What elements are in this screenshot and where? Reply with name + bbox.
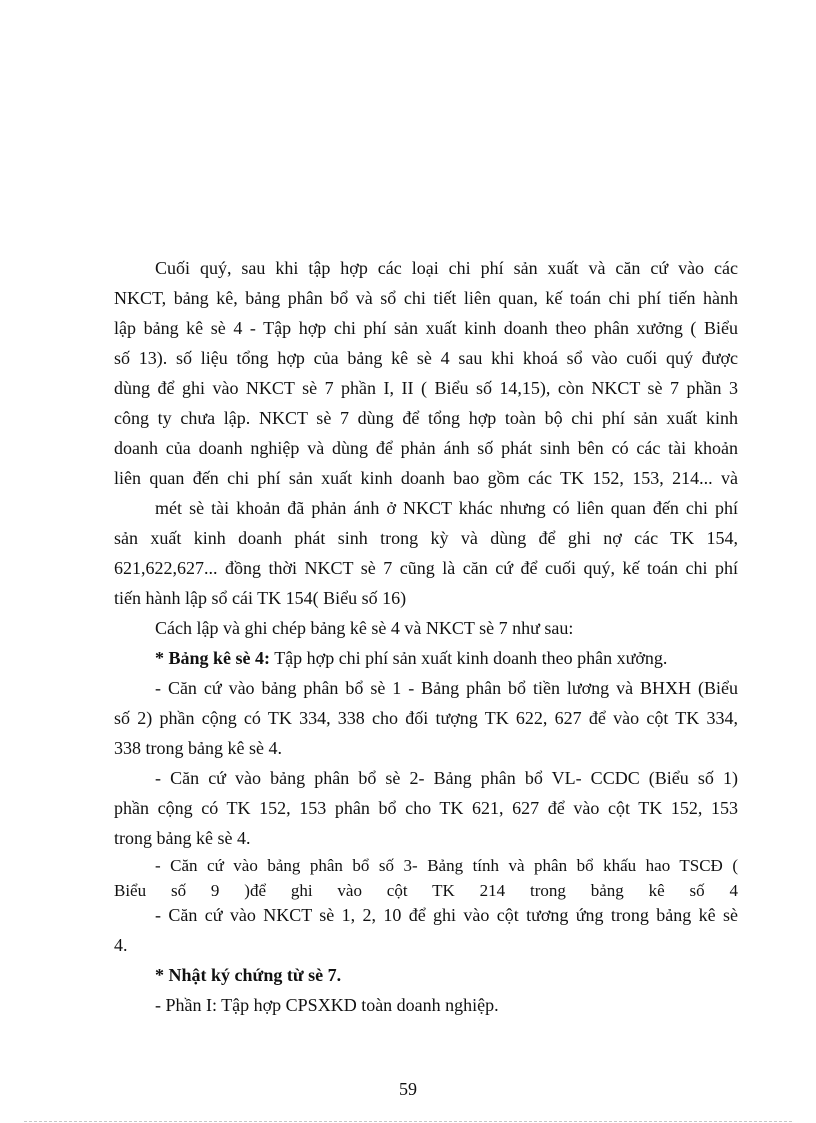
text-line: - Căn cứ vào bảng phân bổ sè 1 - Bảng phân bổ tiền lương và BHXH (Biểu bbox=[155, 678, 738, 698]
text-line: tiến hành lập sổ cái TK 154( Biểu số 16) bbox=[114, 588, 407, 608]
text-line: công ty chưa lập. NKCT sè 7 dùng để tổng hợp toàn bộ chi phí sản xuất kinh bbox=[114, 408, 738, 428]
page-number: 59 bbox=[399, 1079, 417, 1099]
bold-heading: * Bảng kê sè 4: bbox=[155, 648, 271, 668]
text-line: - Phần I: Tập hợp CPSXKD toàn doanh nghiệp. bbox=[155, 995, 499, 1015]
text-line: Biểu số 9 )để ghi vào cột TK 214 trong bảng kê số 4 bbox=[114, 881, 738, 900]
text-line: lập bảng kê sè 4 - Tập hợp chi phí sản xuất kinh doanh theo phân xưởng ( Biểu bbox=[114, 318, 738, 338]
text-line: - Căn cứ vào bảng phân bổ sè 2- Bảng phân bổ VL- CCDC (Biểu số 1) bbox=[155, 768, 738, 788]
text-line: 338 trong bảng kê sè 4. bbox=[114, 738, 282, 758]
text-line: doanh của doanh nghiệp và dùng để phản ánh số phát sinh bên có các tài khoản bbox=[114, 438, 738, 458]
text-line: NKCT, bảng kê, bảng phân bổ và sổ chi tiết liên quan, kế toán chi phí tiến hành bbox=[114, 288, 738, 308]
text-line: 4. bbox=[114, 935, 128, 955]
text-line: 621,622,627... đồng thời NKCT sè 7 cũng là căn cứ để cuối quý, kế toán chi phí bbox=[114, 558, 738, 578]
text-line: sản xuất kinh doanh phát sinh trong kỳ và dùng để ghi nợ các TK 154, bbox=[114, 528, 738, 548]
text-line: mét sè tài khoản đã phản ánh ở NKCT khác nhưng có liên quan đến chi phí bbox=[155, 498, 738, 518]
text-line: phần cộng có TK 152, 153 phân bổ cho TK 621, 627 để vào cột TK 152, 153 bbox=[114, 798, 738, 818]
text-line: Cách lập và ghi chép bảng kê sè 4 và NKCT sè 7 như sau: bbox=[155, 618, 574, 638]
text-line: số 13). số liệu tổng hợp của bảng kê sè 4 sau khi khoá sổ vào cuối quý được bbox=[114, 348, 738, 368]
heading-rest: Tập hợp chi phí sản xuất kinh doanh theo phân xưởng. bbox=[270, 648, 668, 668]
footer-divider bbox=[24, 1121, 792, 1122]
text-line: - Căn cứ vào NKCT sè 1, 2, 10 để ghi vào cột tương ứng trong bảng kê sè bbox=[155, 905, 738, 925]
section-heading-bang-ke-4 bbox=[155, 647, 738, 669]
text-line: Cuối quý, sau khi tập hợp các loại chi phí sản xuất và căn cứ vào các bbox=[155, 258, 738, 278]
section-heading-nkct-7: * Nhật ký chứng từ sè 7. bbox=[155, 965, 342, 985]
text-line: - Căn cứ vào bảng phân bổ số 3- Bảng tính và phân bổ khấu hao TSCĐ ( bbox=[155, 856, 738, 875]
text-line: dùng để ghi vào NKCT sè 7 phần I, II ( Biểu số 14,15), còn NKCT sè 7 phần 3 bbox=[114, 378, 738, 398]
text-line: số 2) phần cộng có TK 334, 338 cho đối tượng TK 622, 627 để vào cột TK 334, bbox=[114, 708, 738, 728]
text-line: liên quan đến chi phí sản xuất kinh doanh bao gồm các TK 152, 153, 214... và bbox=[114, 468, 738, 488]
text-line: trong bảng kê sè 4. bbox=[114, 828, 251, 848]
